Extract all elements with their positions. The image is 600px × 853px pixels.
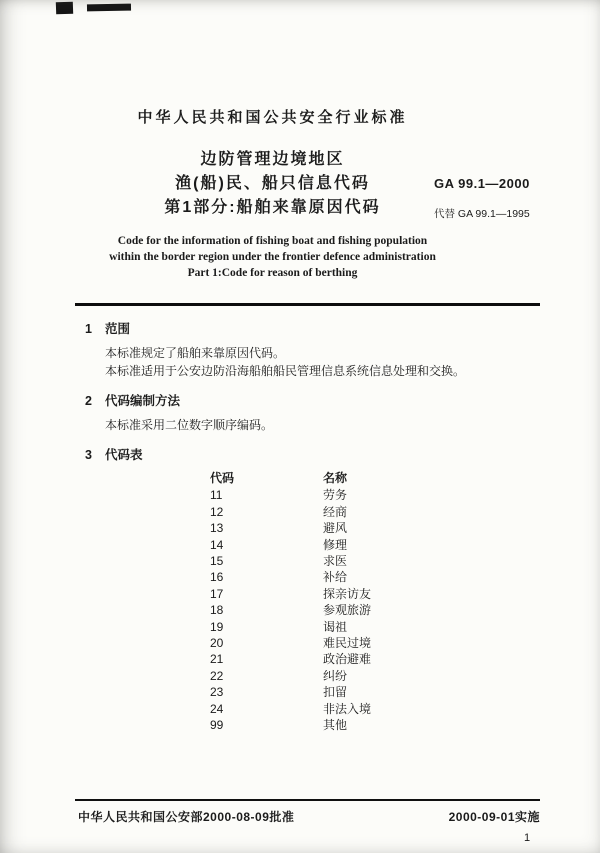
code-cell: 15	[210, 554, 224, 569]
english-title	[0, 233, 545, 281]
table-header-row	[210, 470, 547, 486]
table-row	[210, 619, 547, 635]
document-body	[85, 321, 547, 747]
code-table	[210, 470, 547, 734]
title-line-3: 第1部分:船舶来靠原因代码	[164, 199, 381, 216]
section-code-table	[85, 447, 547, 734]
code-cell: 14	[210, 537, 224, 552]
name-cell: 避风	[323, 521, 348, 536]
table-row	[210, 684, 547, 700]
table-row	[210, 569, 547, 585]
name-cell: 其他	[323, 718, 348, 733]
table-row	[210, 717, 547, 733]
name-cell: 参观旅游	[323, 603, 372, 618]
code-cell: 24	[210, 701, 224, 716]
title-line-1: 边防管理边境地区	[200, 151, 345, 168]
table-row	[210, 553, 547, 569]
name-cell: 纠纷	[323, 668, 348, 683]
page-number: 1	[524, 832, 531, 844]
approval-statement: 中华人民共和国公安部2000-08-09批准	[78, 810, 295, 824]
header-divider-rule	[75, 303, 540, 306]
section-scope	[85, 321, 547, 380]
table-row	[210, 504, 547, 520]
standard-number: GA 99.1—2000	[434, 176, 530, 191]
code-cell: 13	[210, 521, 224, 536]
code-cell: 19	[210, 619, 224, 634]
table-row	[210, 635, 547, 651]
paragraph: 本标准规定了船舶来靠原因代码。	[105, 346, 286, 360]
code-cell: 23	[210, 685, 224, 700]
name-cell: 难民过境	[323, 636, 372, 651]
paragraph: 本标准适用于公安边防沿海船舶船民管理信息系统信息处理和交换。	[105, 364, 466, 378]
scan-artifact	[56, 2, 73, 15]
name-cell: 谒祖	[323, 619, 348, 634]
scan-artifact	[87, 4, 131, 12]
name-cell: 修理	[323, 537, 348, 552]
section-number: 1	[85, 322, 92, 336]
code-cell: 18	[210, 603, 224, 618]
name-cell: 扣留	[323, 685, 348, 700]
code-cell: 22	[210, 668, 224, 683]
table-row	[210, 668, 547, 684]
code-cell: 16	[210, 570, 224, 585]
name-cell: 政治避难	[323, 652, 372, 667]
table-row	[210, 487, 547, 503]
section-number: 3	[85, 448, 92, 462]
section-coding-method	[85, 393, 547, 434]
code-cell: 11	[210, 488, 223, 503]
title-line-2: 渔(船)民、船只信息代码	[175, 175, 370, 192]
section-title: 代码编制方法	[105, 394, 181, 408]
name-cell: 求医	[323, 554, 348, 569]
standard-category-header: 中华人民共和国公共安全行业标准	[137, 109, 408, 126]
code-cell: 99	[210, 718, 224, 733]
table-row	[210, 520, 547, 536]
name-cell: 探亲访友	[323, 586, 372, 601]
section-heading	[85, 321, 547, 337]
name-cell: 补给	[323, 570, 348, 585]
column-header-name: 名称	[323, 471, 348, 485]
name-cell: 经商	[323, 504, 348, 519]
section-title: 代码表	[105, 448, 143, 462]
name-cell: 劳务	[323, 488, 348, 503]
table-row	[210, 651, 547, 667]
section-number: 2	[85, 394, 92, 408]
code-cell: 20	[210, 636, 224, 651]
table-row	[210, 537, 547, 553]
column-header-code: 代码	[210, 471, 235, 485]
name-cell: 非法入境	[323, 701, 372, 716]
english-title-line-1: Code for the information of fishing boat and fishing population	[117, 235, 428, 247]
section-heading	[85, 393, 547, 409]
table-row	[210, 602, 547, 618]
code-cell: 17	[210, 586, 224, 601]
english-title-line-3: Part 1:Code for reason of berthing	[187, 267, 358, 279]
footer-divider-rule	[75, 799, 540, 801]
section-title: 范围	[105, 322, 131, 336]
code-table-rows	[210, 487, 547, 733]
table-row	[210, 586, 547, 602]
code-cell: 12	[210, 504, 224, 519]
english-title-line-2: within the border region under the frontier defence administration	[109, 251, 436, 263]
paragraph: 本标准采用二位数字顺序编码。	[105, 418, 274, 432]
code-cell: 21	[210, 652, 224, 667]
section-heading	[85, 447, 547, 463]
replaced-standard-number: 代替 GA 99.1—1995	[434, 208, 530, 220]
implementation-date: 2000-09-01实施	[448, 810, 540, 824]
table-row	[210, 701, 547, 717]
